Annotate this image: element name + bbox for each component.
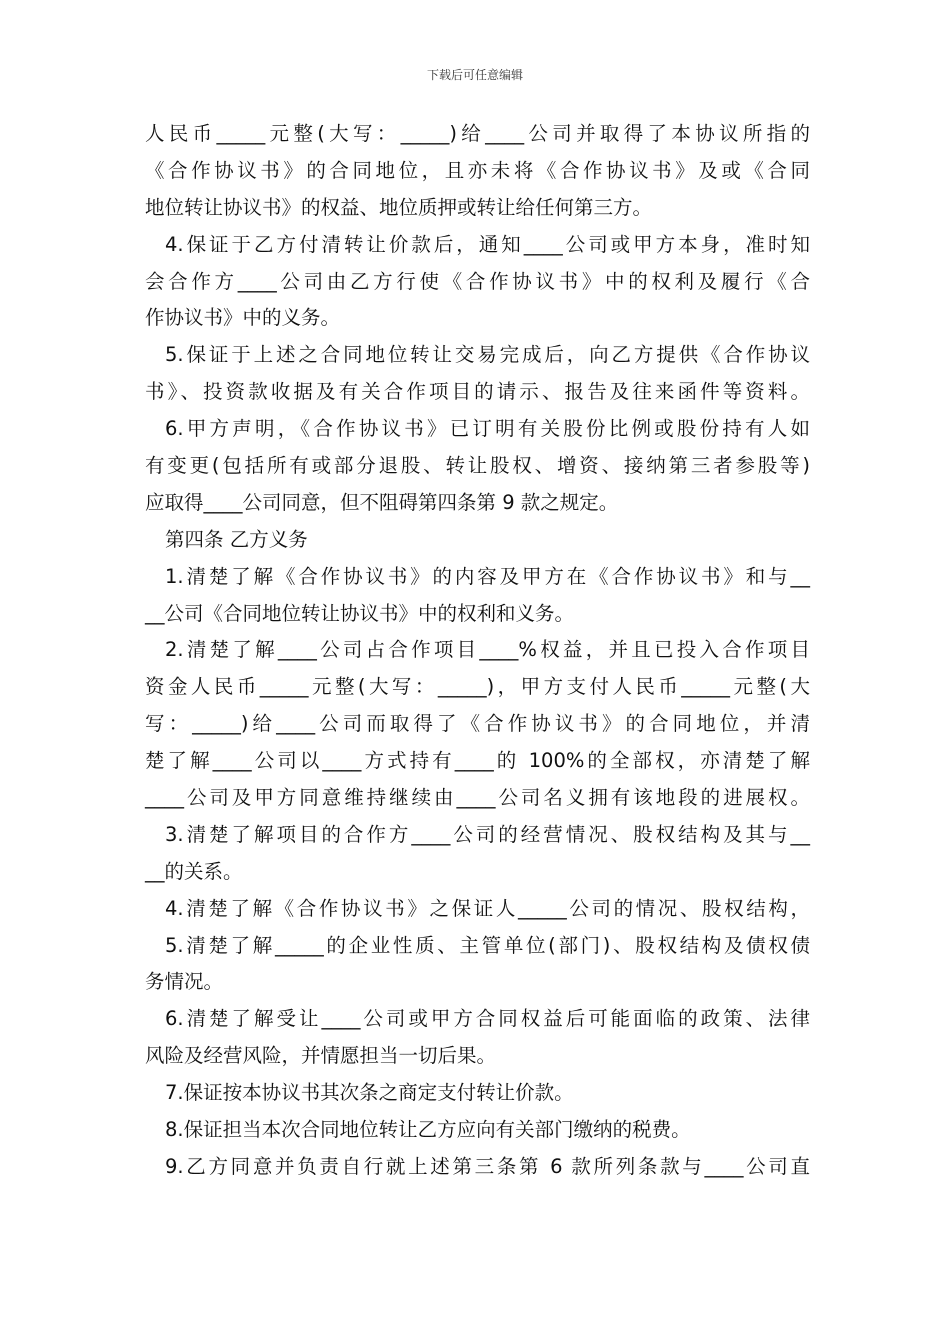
text-line: __公司《合同地位转让协议书》中的权利和义务。 — [145, 601, 575, 625]
page-header: 下载后可任意编辑 — [426, 68, 523, 82]
text-line: 6.清楚了解受让____公司或甲方合同权益后可能面临的政策、法律 — [165, 1007, 810, 1031]
text-line: 会合作方____公司由乙方行使《合作协议书》中的权利及履行《合 — [145, 269, 810, 293]
text-line: 有变更(包括所有或部分退股、转让股权、增资、接纳第三者参股等) — [145, 454, 810, 478]
text-line: 4.保证于乙方付清转让价款后，通知____公司或甲方本身，准时知 — [165, 232, 810, 256]
text-line: __的关系。 — [145, 859, 243, 883]
text-line: 作协议书》中的义务。 — [145, 306, 341, 330]
text-line: 7.保证按本协议书其次条之商定支付转让价款。 — [165, 1081, 574, 1105]
text-line: 1.清楚了解《合作协议书》的内容及甲方在《合作协议书》和与__ — [165, 564, 810, 588]
text-line: 2.清楚了解____公司占合作项目____%权益，并且已投入合作项目 — [165, 638, 810, 662]
text-line: 书》、投资款收据及有关合作项目的请示、报告及往来函件等资料。 — [145, 380, 810, 404]
text-line: 6.甲方声明，《合作协议书》已订明有关股份比例或股份持有人如 — [165, 417, 810, 441]
text-line: 风险及经营风险，并情愿担当一切后果。 — [145, 1044, 497, 1068]
text-line: 4.清楚了解《合作协议书》之保证人_____公司的情况、股权结构， — [165, 896, 810, 920]
text-line: 3.清楚了解项目的合作方____公司的经营情况、股权结构及其与__ — [165, 822, 810, 846]
text-line: 地位转让协议书》的权益、地位质押或转让给任何第三方。 — [145, 195, 653, 219]
text-line: 资金人民币_____元整(大写：_____)，甲方支付人民币_____元整(大 — [145, 675, 810, 699]
text-line: 《合作协议书》的合同地位，且亦未将《合作协议书》及或《合同 — [145, 158, 810, 182]
text-line: 应取得____公司同意，但不阻碍第四条第 9 款之规定。 — [145, 490, 619, 514]
document-body — [145, 116, 810, 1186]
text-line: 楚了解____公司以____方式持有____的 100%的全部权，亦清楚了解 — [145, 749, 810, 773]
section-heading: 第四条 乙方义务 — [165, 527, 308, 551]
text-line: 务情况。 — [145, 970, 224, 994]
text-line: 人民币_____元整(大写：_____)给____公司并取得了本协议所指的 — [145, 122, 810, 145]
text-line: 5.保证于上述之合同地位转让交易完成后，向乙方提供《合作协议 — [165, 343, 810, 367]
text-line: 9.乙方同意并负责自行就上述第三条第 6 款所列条款与____公司直 — [165, 1154, 810, 1178]
text-line: 写：_____)给____公司而取得了《合作协议书》的合同地位，并清 — [145, 712, 810, 736]
text-line: ____公司及甲方同意维持继续由____公司名义拥有该地段的进展权。 — [145, 786, 810, 810]
text-line: 8.保证担当本次合同地位转让乙方应向有关部门缴纳的税费。 — [165, 1118, 691, 1142]
text-line: 5.清楚了解_____的企业性质、主管单位(部门)、股权结构及债权债 — [165, 933, 810, 957]
